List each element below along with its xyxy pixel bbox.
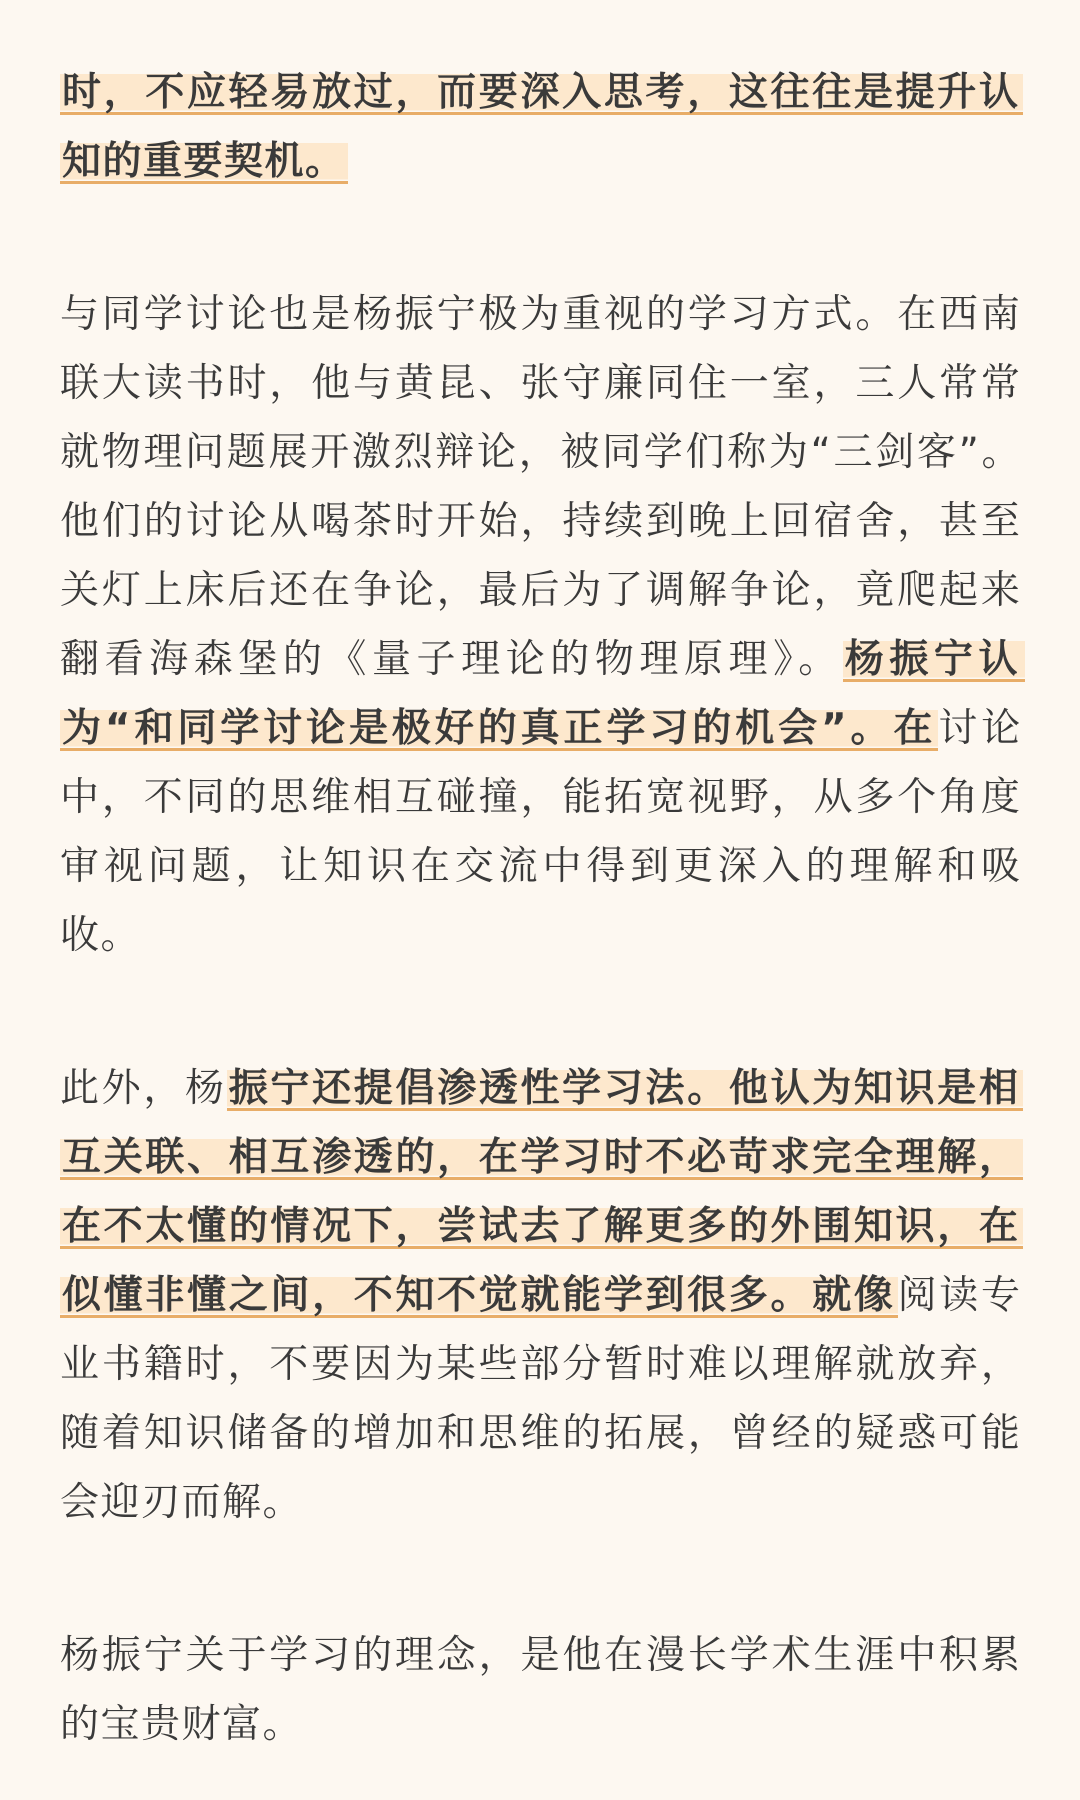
text-line <box>60 625 1024 694</box>
body-text: 联大读书时，他与黄昆、张守廉同住一室，三人常常 <box>60 361 1023 406</box>
paragraph-2 <box>60 280 1025 970</box>
text-line <box>60 1399 1023 1468</box>
text-line <box>60 1192 1020 1261</box>
highlighted-text: 杨振宁认 <box>844 637 1024 682</box>
paragraph-3 <box>60 1054 1023 1537</box>
body-text: 审视问题，让知识在交流中得到更深入的理解和吸 <box>60 844 1025 889</box>
text-line <box>60 694 1025 763</box>
body-text: 关灯上床后还在争论，最后为了调解争论，竟爬起来 <box>60 568 1023 613</box>
text-line <box>60 832 1025 901</box>
text-line <box>60 1054 1020 1123</box>
text-line <box>60 763 1023 832</box>
highlighted-text: 互关联、相互渗透的，在学习时不必苛求完全理解， <box>62 1135 1021 1180</box>
paragraph-1 <box>60 58 1020 196</box>
text-line <box>60 58 1020 127</box>
highlighted-text: 时，不应轻易放过，而要深入思考，这往往是提升认 <box>62 70 1021 115</box>
body-text: 就物理问题展开激烈辩论，被同学们称为“三剑客”。 <box>60 430 1024 475</box>
text-line <box>60 1330 1023 1399</box>
body-text: 的宝贵财富。 <box>60 1702 304 1747</box>
text-line <box>60 349 1023 418</box>
body-text: 业书籍时，不要因为某些部分暂时难以理解就放弃， <box>60 1342 1023 1387</box>
text-line <box>60 1468 1020 1537</box>
text-line <box>60 1123 1020 1192</box>
body-text: 讨论 <box>938 706 1025 751</box>
body-text: 杨振宁关于学习的理念，是他在漫长学术生涯中积累 <box>60 1633 1023 1678</box>
text-line <box>60 556 1023 625</box>
body-text: 阅读专 <box>897 1273 1023 1318</box>
highlighted-text: 在不太懂的情况下，尝试去了解更多的外围知识，在 <box>62 1204 1021 1249</box>
body-text: 中，不同的思维相互碰撞，能拓宽视野，从多个角度 <box>60 775 1023 820</box>
highlighted-text: 为“和同学讨论是极好的真正学习的机会”。在 <box>62 706 937 751</box>
text-line <box>60 901 1020 970</box>
body-text: 会迎刃而解。 <box>60 1480 304 1525</box>
highlighted-text: 振宁还提倡渗透性学习法。他认为知识是相 <box>228 1066 1021 1111</box>
paragraph-4 <box>60 1621 1023 1759</box>
text-line <box>60 1621 1023 1690</box>
text-line <box>60 127 1020 196</box>
text-line <box>60 487 1023 556</box>
body-text: 他们的讨论从喝茶时开始，持续到晚上回宿舍，甚至 <box>60 499 1023 544</box>
body-text: 翻看海森堡的《量子理论的物理原理》。 <box>60 637 843 682</box>
text-line <box>60 280 1023 349</box>
highlighted-text: 似懂非懂之间，不知不觉就能学到很多。就像 <box>62 1273 896 1318</box>
body-text: 此外，杨 <box>60 1066 227 1111</box>
body-text: 随着知识储备的增加和思维的拓展，曾经的疑惑可能 <box>60 1411 1023 1456</box>
body-text: 收。 <box>60 913 142 958</box>
text-line <box>60 1690 1020 1759</box>
body-text: 与同学讨论也是杨振宁极为重视的学习方式。在西南 <box>60 292 1023 337</box>
text-line <box>60 1261 1023 1330</box>
text-line <box>60 418 1024 487</box>
highlighted-text: 知的重要契机。 <box>62 139 346 184</box>
